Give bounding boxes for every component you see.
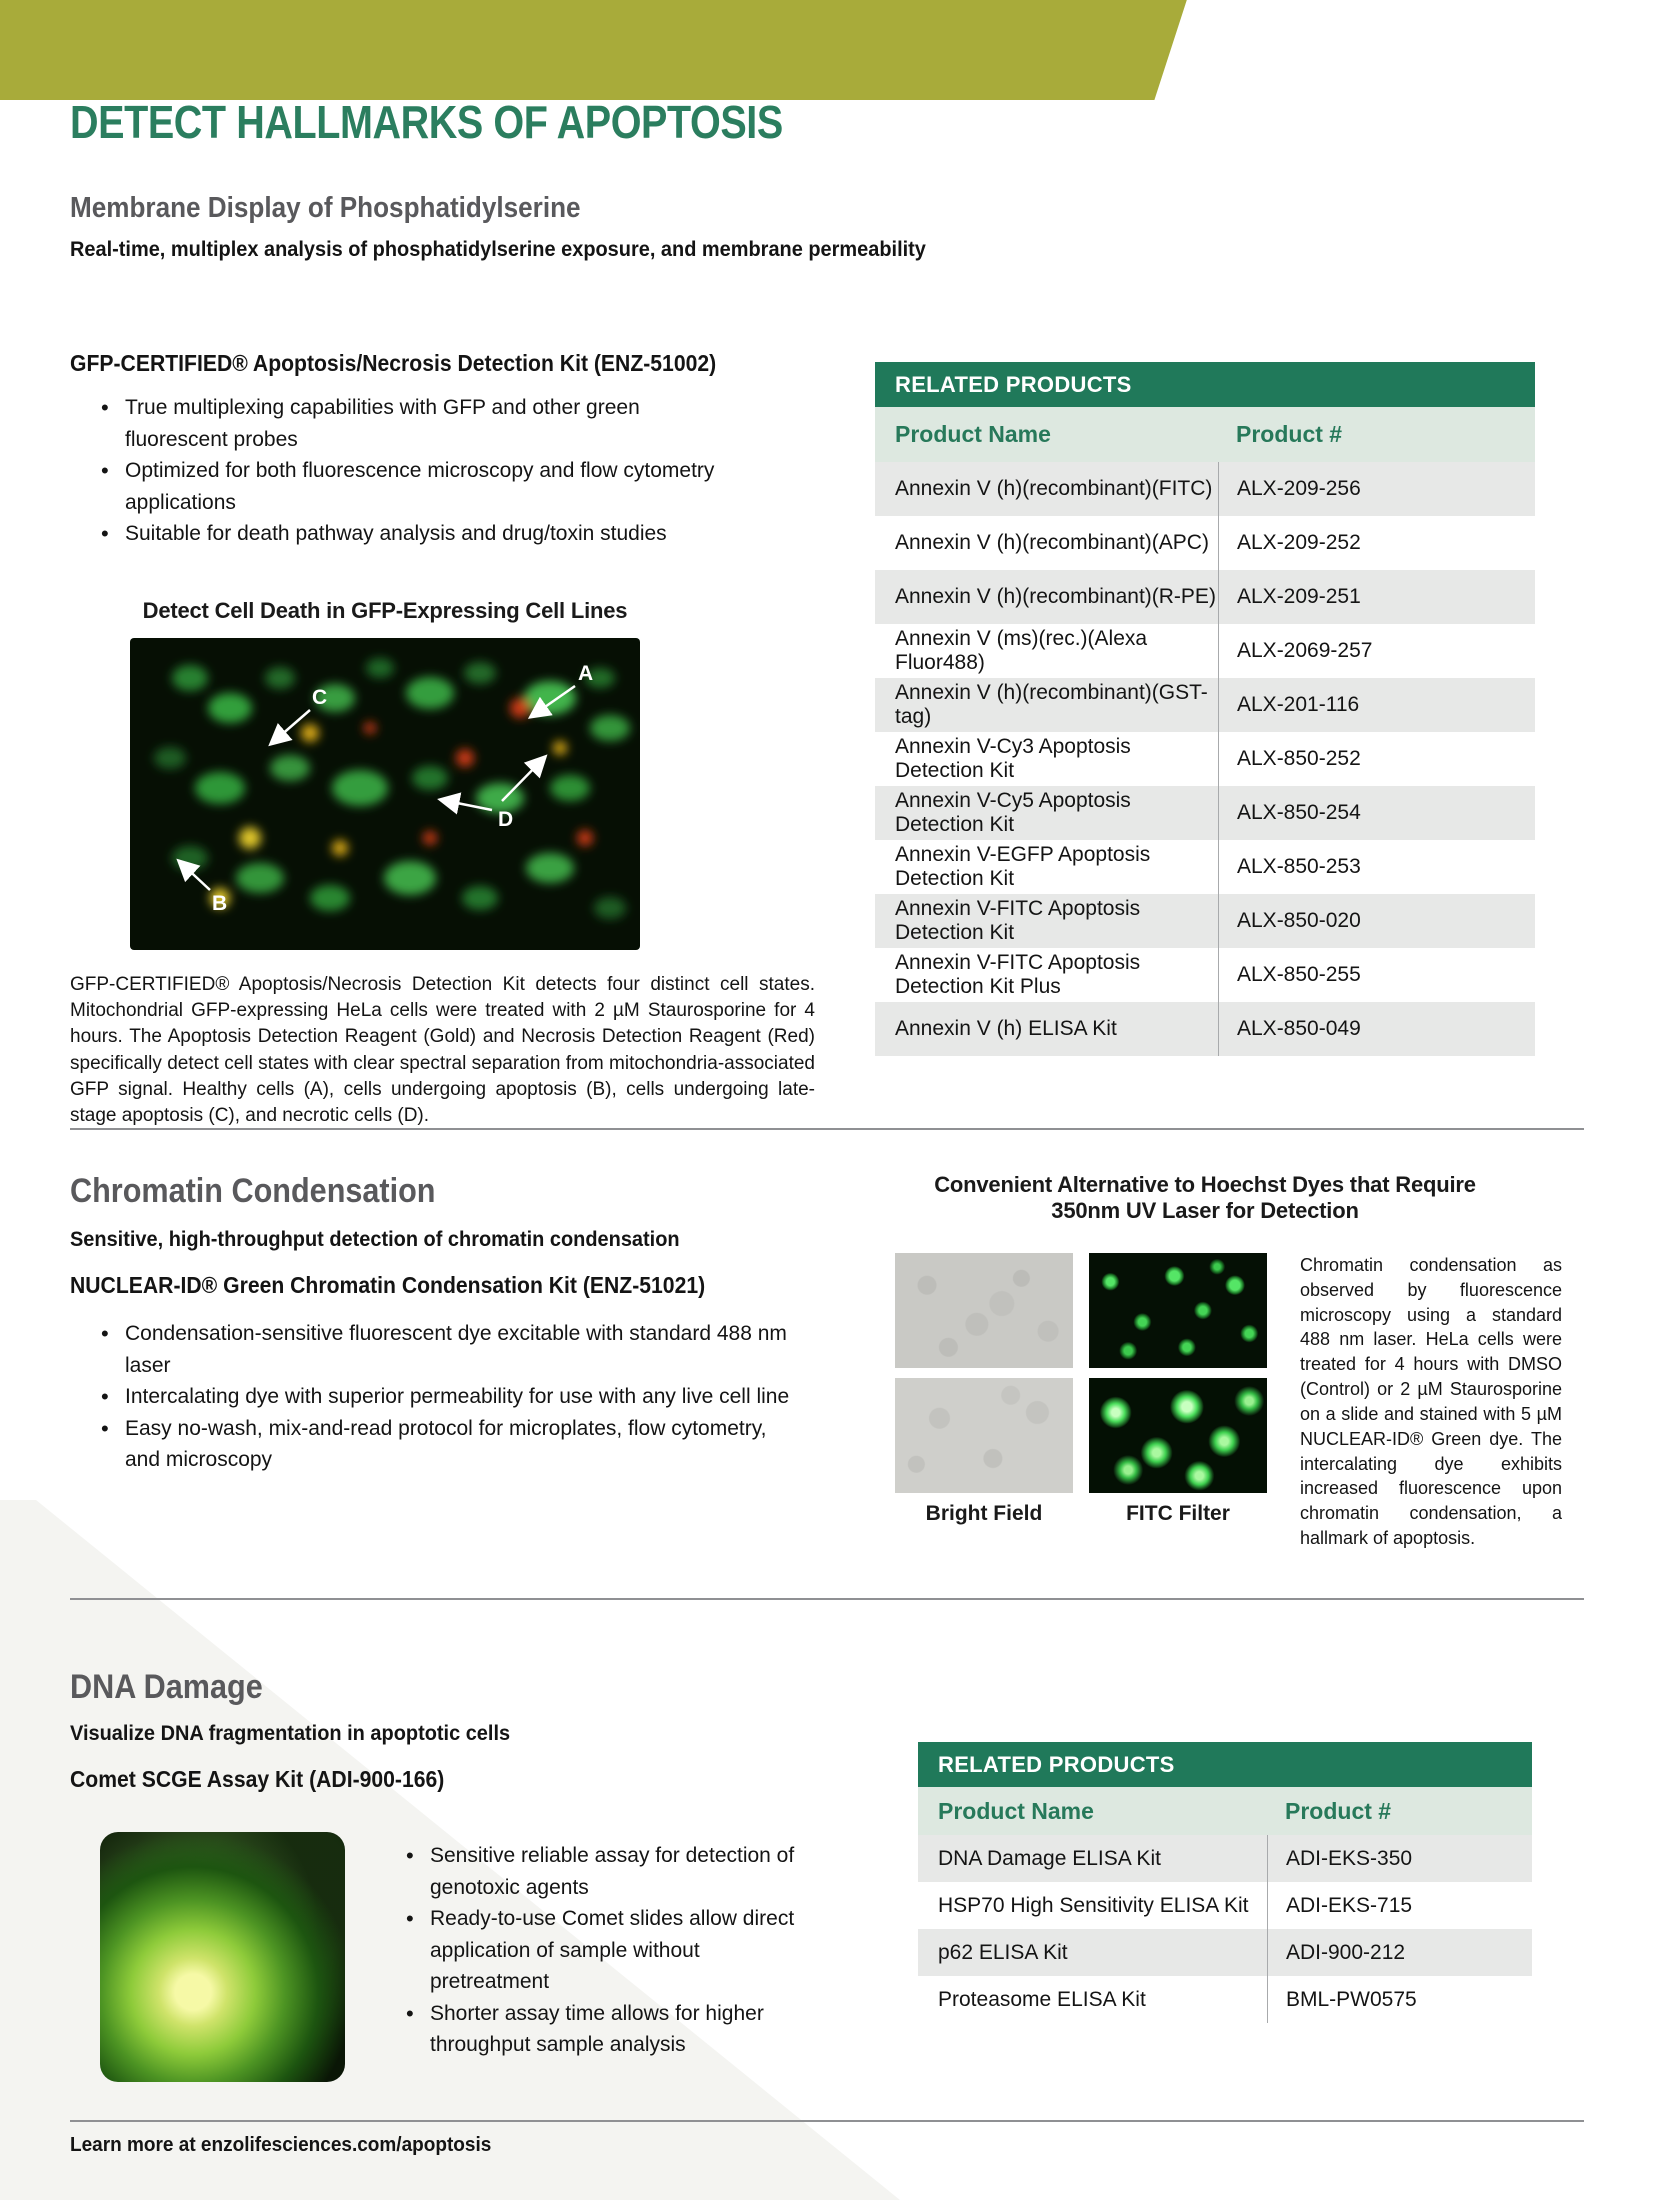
table-row bbox=[875, 570, 1535, 624]
product-number-cell: ALX-209-252 bbox=[1218, 516, 1535, 570]
product-name-cell: DNA Damage ELISA Kit bbox=[938, 1846, 1161, 1870]
brightfield-control-panel bbox=[895, 1253, 1073, 1368]
product-number-cell: ALX-850-252 bbox=[1218, 732, 1535, 786]
nuclear-id-kit-title: NUCLEAR-ID® Green Chromatin Condensation Kit (ENZ-51021) bbox=[70, 1272, 706, 1298]
table-row bbox=[875, 732, 1535, 786]
related-products-header-bar: RELATED PRODUCTS bbox=[918, 1742, 1532, 1787]
chromatin-section-heading: Chromatin Condensation bbox=[70, 1172, 436, 1210]
chromatin-section-subheading: Sensitive, high-throughput detection of chromatin condensation bbox=[70, 1228, 680, 1251]
fitc-treated-panel bbox=[1089, 1378, 1267, 1493]
membrane-section-heading: Membrane Display of Phosphatidylserine bbox=[70, 192, 581, 224]
product-name-cell: Annexin V (h)(recombinant)(APC) bbox=[895, 531, 1209, 554]
product-number-cell: BML-PW0575 bbox=[1267, 1976, 1532, 2023]
column-header-product-number: Product # bbox=[1285, 1797, 1392, 1824]
bullet-item: • Condensation-sensitive fluorescent dye excitable with standard 488 nm laser bbox=[95, 1318, 795, 1381]
label-b: B bbox=[212, 892, 228, 915]
related-products-table-2 bbox=[918, 1742, 1532, 2023]
product-number-cell: ALX-209-251 bbox=[1218, 570, 1535, 624]
footer-link[interactable]: Learn more at enzolifesciences.com/apoptosis bbox=[70, 2134, 492, 2156]
product-number-cell: ALX-209-256 bbox=[1218, 462, 1535, 516]
bullet-item: • Easy no-wash, mix-and-read protocol for microplates, flow cytometry, and microscopy bbox=[95, 1413, 795, 1476]
chromatin-bullet-list bbox=[95, 1318, 795, 1476]
column-header-product-name: Product Name bbox=[938, 1797, 1094, 1824]
table-row bbox=[875, 516, 1535, 570]
product-name-cell: Annexin V (h)(recombinant)(R-PE) bbox=[895, 585, 1216, 608]
table-row bbox=[875, 786, 1535, 840]
divider-1 bbox=[70, 1128, 1584, 1130]
table-column-headers bbox=[875, 407, 1535, 462]
product-name-cell: Annexin V (h)(recombinant)(GST-tag) bbox=[895, 681, 1208, 728]
product-name-cell: Annexin V-FITC Apoptosis Detection Kit Plus bbox=[895, 951, 1141, 998]
table-row bbox=[875, 462, 1535, 516]
table-body bbox=[918, 1835, 1532, 2023]
bright-field-label: Bright Field bbox=[925, 1502, 1043, 1525]
table-row bbox=[875, 1002, 1535, 1056]
column-header-product-number: Product # bbox=[1236, 421, 1343, 447]
gfp-kit-title: GFP-CERTIFIED® Apoptosis/Necrosis Detection Kit (ENZ-51002) bbox=[70, 350, 717, 376]
gfp-kit-bullet-list bbox=[95, 392, 735, 550]
product-name-cell: Annexin V-FITC Apoptosis Detection Kit bbox=[895, 897, 1141, 944]
product-number-cell: ALX-201-116 bbox=[1218, 678, 1535, 732]
product-number-cell: ALX-2069-257 bbox=[1218, 624, 1535, 678]
dna-section-subheading: Visualize DNA fragmentation in apoptotic cells bbox=[70, 1722, 511, 1745]
product-number-cell: ALX-850-255 bbox=[1218, 948, 1535, 1002]
product-number-cell: ALX-850-254 bbox=[1218, 786, 1535, 840]
product-number-cell: ALX-850-253 bbox=[1218, 840, 1535, 894]
microscopy-figure bbox=[130, 638, 640, 950]
product-number-cell: ALX-850-049 bbox=[1218, 1002, 1535, 1056]
comet-assay-image bbox=[100, 1832, 345, 2082]
product-name-cell: p62 ELISA Kit bbox=[938, 1940, 1068, 1964]
bullet-item: • True multiplexing capabilities with GFP and other green fluorescent probes bbox=[95, 392, 735, 455]
product-name-cell: Annexin V (h)(recombinant)(FITC) bbox=[895, 477, 1213, 500]
figure1-caption: GFP-CERTIFIED® Apoptosis/Necrosis Detection Kit detects four distinct cell states. Mitochondrial GFP-expressing HeLa cells were treated with 2 µM Staurosporine for 4 hours. The Apoptosis Detection Reagent (Gold) and Necrosis Detection Reagent (Red) specifically detect cell states with clear spectral separation from mitochondria-associated GFP signal. Healthy cells (A), cells undergoing apoptosis (B), cells undergoing late-stage apoptosis (C), and necrotic cells (D). bbox=[70, 974, 815, 1127]
table-column-headers bbox=[918, 1787, 1532, 1835]
label-c: C bbox=[312, 686, 328, 709]
table-row bbox=[875, 894, 1535, 948]
table-row bbox=[875, 678, 1535, 732]
bullet-item: • Suitable for death pathway analysis and drug/toxin studies bbox=[95, 518, 735, 550]
figure1-title: Detect Cell Death in GFP-Expressing Cell Lines bbox=[142, 598, 628, 623]
product-name-cell: Annexin V (ms)(rec.)(Alexa Fluor488) bbox=[895, 627, 1148, 674]
divider-2 bbox=[70, 1598, 1584, 1600]
microscopy-image bbox=[130, 638, 640, 950]
table-row bbox=[918, 1976, 1532, 2023]
bullet-item: • Optimized for both fluorescence microscopy and flow cytometry applications bbox=[95, 455, 735, 518]
product-name-cell: HSP70 High Sensitivity ELISA Kit bbox=[938, 1893, 1249, 1917]
table-body bbox=[875, 462, 1535, 1056]
fitc-filter-label: FITC Filter bbox=[1126, 1502, 1230, 1525]
comet-kit-title: Comet SCGE Assay Kit (ADI-900-166) bbox=[70, 1766, 445, 1792]
dna-section-heading: DNA Damage bbox=[70, 1668, 263, 1706]
table-row bbox=[875, 840, 1535, 894]
dna-bullet-list bbox=[400, 1840, 820, 2061]
brightfield-treated-panel bbox=[895, 1378, 1073, 1493]
product-name-cell: Annexin V (h) ELISA Kit bbox=[895, 1017, 1117, 1040]
table-row bbox=[875, 624, 1535, 678]
table-row bbox=[918, 1929, 1532, 1976]
membrane-section-subheading: Real-time, multiplex analysis of phosphatidylserine exposure, and membrane permeability bbox=[70, 238, 926, 261]
bullet-item: • Ready-to-use Comet slides allow direct application of sample without pretreatment bbox=[400, 1903, 820, 1998]
table-row bbox=[875, 948, 1535, 1002]
footer-divider bbox=[70, 2120, 1584, 2122]
product-number-cell: ALX-850-020 bbox=[1218, 894, 1535, 948]
top-olive-band bbox=[0, 0, 1200, 100]
bullet-item: • Shorter assay time allows for higher throughput sample analysis bbox=[400, 1998, 820, 2061]
product-name-cell: Annexin V-Cy3 Apoptosis Detection Kit bbox=[895, 735, 1131, 782]
product-number-cell: ADI-EKS-715 bbox=[1267, 1882, 1532, 1929]
product-number-cell: ADI-900-212 bbox=[1267, 1929, 1532, 1976]
bullet-item: • Intercalating dye with superior permeability for use with any live cell line bbox=[95, 1381, 795, 1413]
product-name-cell: Proteasome ELISA Kit bbox=[938, 1987, 1146, 2011]
related-products-table-1 bbox=[875, 362, 1535, 1056]
product-name-cell: Annexin V-EGFP Apoptosis Detection Kit bbox=[895, 843, 1151, 890]
label-d: D bbox=[498, 808, 514, 831]
table-row bbox=[918, 1882, 1532, 1929]
column-header-product-name: Product Name bbox=[895, 421, 1051, 447]
related-products-header-bar: RELATED PRODUCTS bbox=[875, 362, 1535, 407]
bullet-item: • Sensitive reliable assay for detection of genotoxic agents bbox=[400, 1840, 820, 1903]
fitc-control-panel bbox=[1089, 1253, 1267, 1368]
chromatin-figure-heading: Convenient Alternative to Hoechst Dyes that Require 350nm UV Laser for Detection bbox=[934, 1172, 1476, 1223]
table-row bbox=[918, 1835, 1532, 1882]
product-number-cell: ADI-EKS-350 bbox=[1267, 1835, 1532, 1882]
product-name-cell: Annexin V-Cy5 Apoptosis Detection Kit bbox=[895, 789, 1131, 836]
chromatin-figure-caption: Chromatin condensation as observed by fluorescence microscopy using a standard 488 nm laser. HeLa cells were treated for 4 hours with DMSO (Control) or 2 µM Staurosporine on a slide and stained with 5 µM NUCLEAR-ID® Green dye. The intercalating dye exhibits increased fluorescence upon chromatin condensation, a hallmark of apoptosis. bbox=[1300, 1255, 1562, 1549]
page-title: DETECT HALLMARKS OF APOPTOSIS bbox=[70, 96, 783, 148]
label-a: A bbox=[578, 662, 594, 685]
